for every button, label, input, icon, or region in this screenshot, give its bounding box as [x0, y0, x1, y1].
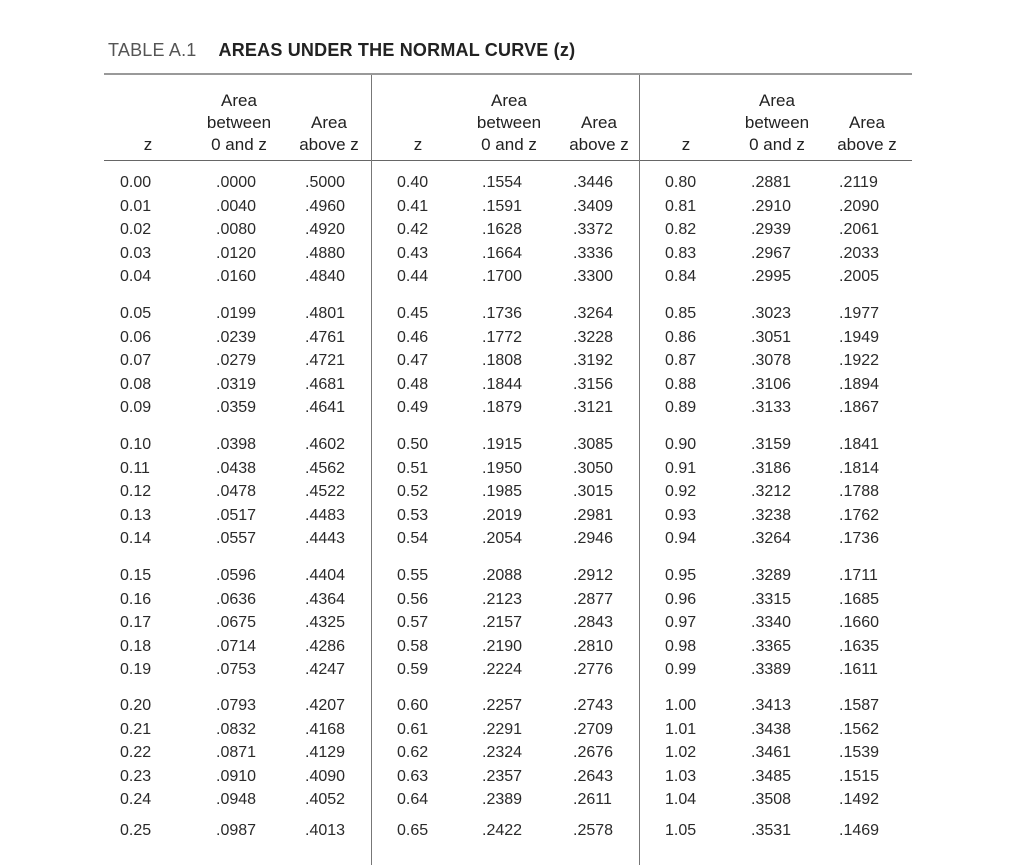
header-area-above: Area above z	[837, 113, 897, 154]
z-value: 0.56	[397, 590, 429, 608]
z-value: 1.00	[665, 697, 697, 714]
area-between: .0478	[216, 483, 257, 500]
area-above: .4721	[305, 352, 346, 369]
table-row	[0, 695, 880, 717]
area-between: .1808	[482, 352, 523, 369]
top-rule	[104, 73, 912, 75]
area-above: .3372	[573, 221, 614, 238]
z-value: 0.86	[665, 328, 697, 346]
area-between: .2054	[482, 530, 523, 547]
z-value: 0.19	[120, 661, 152, 678]
area-above: .2061	[839, 221, 880, 238]
header-z: z	[681, 135, 691, 154]
area-above: .3050	[573, 459, 614, 477]
area-above: .3085	[573, 436, 614, 453]
z-value: 0.05	[120, 305, 152, 322]
area-between: .0120	[216, 244, 257, 262]
area-above: .2946	[573, 530, 614, 547]
z-value: 0.84	[665, 268, 697, 285]
table-row	[0, 505, 880, 527]
area-between: .1915	[482, 436, 523, 453]
area-between: .2389	[482, 791, 523, 808]
area-between: .3106	[751, 375, 792, 393]
area-between: .1700	[482, 268, 523, 285]
area-between: .0871	[216, 744, 257, 761]
area-between: .1736	[482, 305, 523, 322]
area-between: .2019	[482, 506, 523, 524]
area-between: .3508	[751, 791, 792, 808]
area-above: .3156	[573, 375, 614, 393]
area-between: .3264	[751, 530, 792, 547]
area-above: .2611	[573, 791, 612, 808]
area-between: .0359	[216, 399, 257, 416]
z-value: 0.89	[665, 399, 697, 416]
z-value: 0.12	[120, 483, 152, 500]
z-value: 0.93	[665, 506, 697, 524]
area-above: .4404	[305, 567, 346, 584]
area-between: .0910	[216, 767, 257, 785]
area-between: .3365	[751, 637, 792, 655]
z-value: 0.63	[397, 767, 429, 785]
table-row	[0, 820, 880, 842]
area-above: .1814	[839, 459, 880, 477]
area-between: .3531	[751, 822, 792, 839]
z-value: 0.57	[397, 614, 429, 631]
z-value: 0.46	[397, 328, 429, 346]
z-value: 0.94	[665, 530, 697, 547]
area-between: .0517	[216, 506, 257, 524]
z-value: 0.17	[120, 614, 152, 631]
area-above: .2981	[573, 506, 614, 524]
area-above: .2643	[573, 767, 614, 785]
area-between: .2967	[751, 244, 792, 262]
table-row	[0, 172, 878, 194]
z-value: 0.53	[397, 506, 429, 524]
area-between: .2939	[751, 221, 792, 238]
area-between: .1554	[482, 174, 523, 191]
area-between: .1985	[482, 483, 523, 500]
header-z: z	[413, 135, 423, 154]
area-between: .1844	[482, 375, 523, 393]
z-value: 0.13	[120, 506, 152, 524]
area-between: .0160	[216, 268, 257, 285]
area-between: .3315	[751, 590, 792, 608]
area-between: .3133	[751, 399, 792, 416]
area-between: .0319	[216, 375, 257, 393]
area-between: .3023	[751, 305, 792, 322]
area-above: .2090	[839, 197, 880, 215]
header-area-above: Area above z	[569, 113, 629, 154]
area-between: .2123	[482, 590, 523, 608]
area-between: .1772	[482, 328, 523, 346]
z-value: 0.43	[397, 244, 429, 262]
area-between: .0987	[216, 822, 257, 839]
area-between: .0000	[216, 174, 257, 191]
area-above: .1867	[839, 399, 880, 416]
z-value: 0.83	[665, 244, 697, 262]
area-between: .0239	[216, 328, 257, 346]
area-between: .3413	[751, 697, 792, 714]
z-value: 0.47	[397, 352, 429, 369]
area-between: .0040	[216, 197, 257, 215]
z-value: 1.01	[665, 720, 697, 738]
area-between: .3485	[751, 767, 792, 785]
area-between: .0753	[216, 661, 257, 678]
table-row	[0, 350, 880, 372]
area-between: .0279	[216, 352, 257, 369]
area-above: .4090	[305, 767, 346, 785]
area-above: .4602	[305, 436, 346, 453]
table-row	[0, 481, 880, 503]
table-row	[0, 789, 880, 811]
z-value: 0.41	[397, 197, 429, 215]
area-between: .0199	[216, 305, 257, 322]
area-between: .2157	[482, 614, 523, 631]
area-between: .0714	[216, 637, 257, 655]
table-row	[0, 243, 880, 265]
area-above: .1539	[839, 744, 880, 761]
table-row	[0, 374, 880, 396]
area-above: .4247	[305, 661, 346, 678]
area-between: .0438	[216, 459, 257, 477]
table-row	[0, 434, 880, 456]
area-above: .3121	[573, 399, 614, 416]
area-above: .4681	[305, 375, 346, 393]
z-value: 0.58	[397, 637, 429, 655]
area-above: .2709	[573, 720, 614, 738]
header-area-above: Area above z	[299, 113, 359, 154]
table-row	[0, 659, 878, 681]
z-value: 1.03	[665, 767, 697, 785]
area-between: .0832	[216, 720, 257, 738]
area-above: .4880	[305, 244, 346, 262]
table-row	[0, 303, 880, 325]
table-label: TABLE A.1	[108, 40, 197, 60]
area-above: .4364	[305, 590, 346, 608]
z-value: 0.51	[397, 459, 429, 477]
area-between: .1664	[482, 244, 523, 262]
table-row	[0, 219, 880, 241]
area-above: .3300	[573, 268, 614, 285]
area-above: .2119	[839, 174, 878, 191]
z-value: 0.52	[397, 483, 429, 500]
area-between: .0080	[216, 221, 257, 238]
area-above: .4286	[305, 637, 346, 655]
area-above: .2810	[573, 637, 614, 655]
table-row	[0, 636, 880, 658]
area-above: .1492	[839, 791, 880, 808]
table-row	[0, 565, 878, 587]
table-row	[0, 589, 880, 611]
area-above: .5000	[305, 174, 346, 191]
z-value: 0.81	[665, 197, 697, 215]
area-above: .2676	[573, 744, 614, 761]
z-value: 0.21	[120, 720, 152, 738]
header-rule	[104, 160, 912, 161]
z-value: 0.24	[120, 791, 152, 808]
area-above: .1515	[839, 767, 880, 785]
z-value: 0.50	[397, 436, 429, 453]
area-above: .1469	[839, 822, 880, 839]
area-between: .0793	[216, 697, 257, 714]
area-between: .0948	[216, 791, 257, 808]
table-row	[0, 612, 880, 634]
area-above: .2578	[573, 822, 614, 839]
area-between: .3051	[751, 328, 792, 346]
header-area-between: Area between 0 and z	[744, 91, 810, 154]
table-row	[0, 196, 880, 218]
z-value: 0.14	[120, 530, 152, 547]
area-above: .3336	[573, 244, 614, 262]
area-above: .1660	[839, 614, 880, 631]
z-value: 0.96	[665, 590, 697, 608]
table-heading: AREAS UNDER THE NORMAL CURVE (z)	[218, 40, 576, 60]
z-value: 0.03	[120, 244, 152, 262]
area-above: .1894	[839, 375, 880, 393]
area-above: .4641	[305, 399, 346, 416]
area-above: .4960	[305, 197, 346, 215]
header-area-between: Area between 0 and z	[206, 91, 272, 154]
z-value: 1.05	[665, 822, 697, 839]
z-value: 0.44	[397, 268, 429, 285]
z-value: 0.15	[120, 567, 152, 584]
area-above: .2776	[573, 661, 614, 678]
z-value: 0.65	[397, 822, 429, 839]
area-between: .0398	[216, 436, 257, 453]
area-between: .2088	[482, 567, 523, 584]
z-value: 0.23	[120, 767, 152, 785]
area-above: .1762	[839, 506, 880, 524]
area-between: .2190	[482, 637, 523, 655]
area-above: .3264	[573, 305, 614, 322]
area-above: .3015	[573, 483, 614, 500]
area-above: .2033	[839, 244, 880, 262]
area-between: .1628	[482, 221, 523, 238]
z-value: 0.61	[397, 720, 429, 738]
area-between: .2357	[482, 767, 523, 785]
z-value: 0.40	[397, 174, 429, 191]
area-above: .4207	[305, 697, 346, 714]
area-above: .4483	[305, 506, 346, 524]
area-above: .4129	[305, 744, 346, 761]
z-value: 0.48	[397, 375, 429, 393]
z-value: 0.00	[120, 174, 152, 191]
area-above: .1685	[839, 590, 880, 608]
z-value: 0.09	[120, 399, 152, 416]
area-above: .3228	[573, 328, 614, 346]
area-above: .4168	[305, 720, 346, 738]
area-between: .1591	[482, 197, 523, 215]
area-between: .3461	[751, 744, 792, 761]
area-between: .0675	[216, 614, 257, 631]
area-between: .0557	[216, 530, 257, 547]
z-value: 0.25	[120, 822, 152, 839]
area-above: .1562	[839, 720, 880, 738]
area-above: .4920	[305, 221, 346, 238]
table-title	[108, 40, 575, 61]
area-above: .4443	[305, 530, 346, 547]
table-row	[0, 719, 880, 741]
z-value: 0.85	[665, 305, 697, 322]
z-value: 0.98	[665, 637, 697, 655]
z-value: 0.18	[120, 637, 152, 655]
area-between: .2257	[482, 697, 523, 714]
area-above: .4013	[305, 822, 346, 839]
area-above: .4325	[305, 614, 346, 631]
area-between: .2291	[482, 720, 523, 738]
z-value: 0.11	[120, 459, 150, 477]
area-above: .2005	[839, 268, 880, 285]
z-value: 0.49	[397, 399, 429, 416]
z-value: 0.60	[397, 697, 429, 714]
area-above: .1611	[839, 661, 878, 678]
area-between: .2910	[751, 197, 792, 215]
area-between: .3159	[751, 436, 792, 453]
z-value: 1.02	[665, 744, 697, 761]
z-value: 0.64	[397, 791, 429, 808]
area-between: .3340	[751, 614, 792, 631]
area-between: .3289	[751, 567, 792, 584]
area-above: .1711	[839, 567, 878, 584]
area-above: .2743	[573, 697, 614, 714]
area-above: .1977	[839, 305, 880, 322]
area-between: .3186	[751, 459, 792, 477]
area-above: .3192	[573, 352, 614, 369]
area-above: .4562	[305, 459, 346, 477]
z-value: 0.01	[120, 197, 152, 215]
area-above: .4801	[305, 305, 346, 322]
z-value: 0.02	[120, 221, 152, 238]
area-above: .2912	[573, 567, 614, 584]
z-value: 0.95	[665, 567, 697, 584]
area-between: .2224	[482, 661, 523, 678]
z-value: 1.04	[665, 791, 697, 808]
area-between: .3389	[751, 661, 792, 678]
table-row	[0, 327, 880, 349]
area-above: .1841	[839, 436, 880, 453]
table-row	[0, 458, 880, 480]
area-between: .3438	[751, 720, 792, 738]
z-value: 0.04	[120, 268, 152, 285]
z-value: 0.92	[665, 483, 697, 500]
area-above: .1788	[839, 483, 880, 500]
z-value: 0.82	[665, 221, 697, 238]
area-above: .1922	[839, 352, 880, 369]
area-between: .0596	[216, 567, 257, 584]
z-value: 0.59	[397, 661, 429, 678]
table-row	[0, 766, 880, 788]
z-value: 0.42	[397, 221, 429, 238]
z-value: 0.87	[665, 352, 697, 369]
area-between: .3078	[751, 352, 792, 369]
area-between: .2995	[751, 268, 792, 285]
table-row	[0, 397, 880, 419]
z-value: 0.55	[397, 567, 429, 584]
z-value: 0.10	[120, 436, 152, 453]
z-value: 0.22	[120, 744, 152, 761]
area-above: .4052	[305, 791, 346, 808]
area-between: .2881	[751, 174, 792, 191]
area-above: .2877	[573, 590, 614, 608]
z-value: 0.62	[397, 744, 429, 761]
z-value: 0.54	[397, 530, 429, 547]
area-between: .0636	[216, 590, 257, 608]
z-value: 0.97	[665, 614, 697, 631]
z-value: 0.80	[665, 174, 697, 191]
z-value: 0.07	[120, 352, 152, 369]
z-value: 0.99	[665, 661, 697, 678]
area-above: .1736	[839, 530, 880, 547]
table-row	[0, 528, 880, 550]
area-between: .1950	[482, 459, 523, 477]
area-between: .2422	[482, 822, 523, 839]
area-above: .2843	[573, 614, 614, 631]
area-above: .4761	[305, 328, 346, 346]
table-row	[0, 266, 880, 288]
area-above: .3409	[573, 197, 614, 215]
z-value: 0.91	[665, 459, 697, 477]
z-value: 0.20	[120, 697, 152, 714]
area-above: .1635	[839, 637, 880, 655]
area-above: .4840	[305, 268, 346, 285]
header-area-between: Area between 0 and z	[476, 91, 542, 154]
area-above: .1949	[839, 328, 880, 346]
header-z: z	[143, 135, 153, 154]
area-above: .1587	[839, 697, 880, 714]
z-value: 0.45	[397, 305, 429, 322]
area-between: .3212	[751, 483, 792, 500]
area-above: .3446	[573, 174, 614, 191]
z-value: 0.88	[665, 375, 697, 393]
z-value: 0.90	[665, 436, 697, 453]
z-value: 0.06	[120, 328, 152, 346]
area-between: .2324	[482, 744, 523, 761]
area-above: .4522	[305, 483, 346, 500]
area-between: .1879	[482, 399, 523, 416]
area-between: .3238	[751, 506, 792, 524]
z-value: 0.16	[120, 590, 152, 608]
z-value: 0.08	[120, 375, 152, 393]
table-row	[0, 742, 880, 764]
